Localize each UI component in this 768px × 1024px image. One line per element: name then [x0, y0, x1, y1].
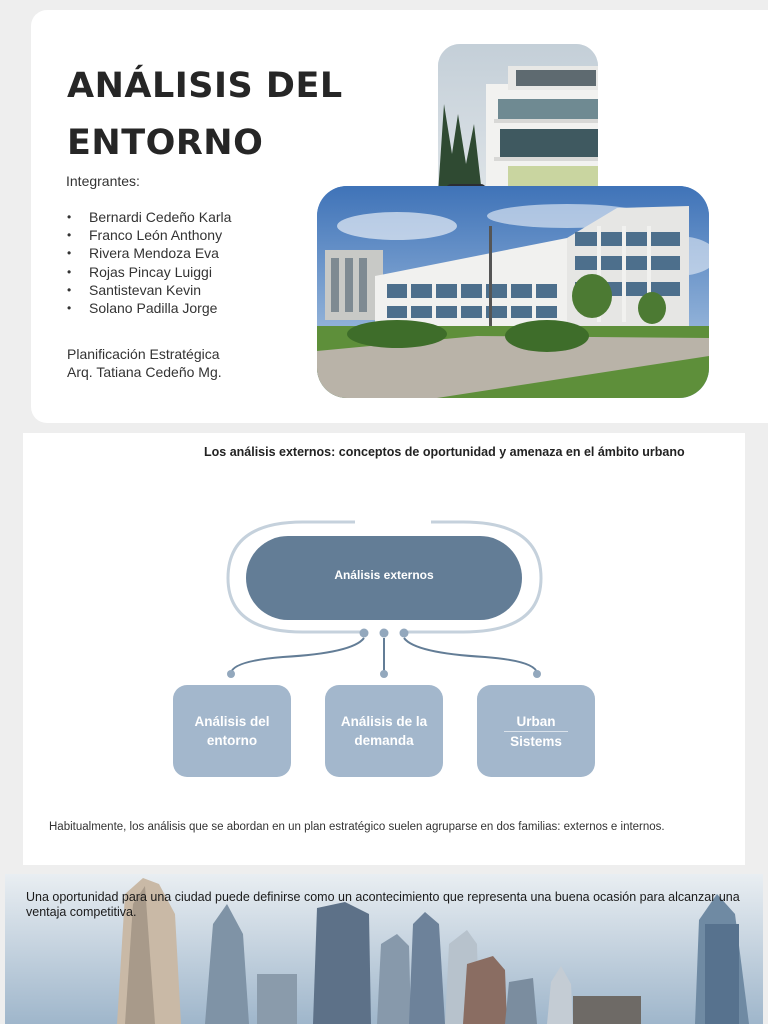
- bullet-icon: •: [67, 246, 72, 261]
- child-node-entorno: [173, 685, 291, 777]
- connector-end: [380, 670, 388, 678]
- bullet-icon: •: [67, 210, 72, 224]
- course-info: [67, 345, 222, 381]
- child-node-label: Urban: [516, 713, 556, 729]
- list-item: • Bernardi Cedeño Karla: [67, 209, 232, 225]
- child-node-label: Análisis de la: [340, 714, 428, 729]
- connector-dot: [400, 629, 409, 638]
- connector-line-left: [231, 638, 364, 673]
- slide-footer-text: Habitualmente, los análisis que se abordan en un plan estratégico suelen agruparse en dos familias: externos e internos.: [49, 821, 665, 833]
- connector-end: [227, 670, 235, 678]
- list-item: • Solano Padilla Jorge: [67, 300, 218, 317]
- child-node-label: entorno: [206, 733, 258, 748]
- connector-line-right: [404, 638, 537, 673]
- child-node-urban-sistems: [477, 685, 595, 777]
- root-node-label: Análisis externos: [334, 568, 434, 582]
- child-node-demanda: [325, 685, 443, 777]
- connector-end: [533, 670, 541, 678]
- bullet-icon: •: [67, 228, 72, 243]
- building-photo: [317, 186, 709, 398]
- connector-dot: [360, 629, 369, 638]
- title-slide: [31, 10, 768, 423]
- bullet-icon: •: [67, 282, 72, 297]
- list-item: • Rivera Mendoza Eva: [67, 245, 219, 262]
- opportunity-definition: Una oportunidad para una ciudad puede definirse como un acontecimiento que representa una buena ocasión para alcanzar una ventaja competitiva.: [26, 890, 740, 919]
- page-title: [67, 58, 343, 172]
- list-item: • Rojas Pincay Luiggi: [67, 263, 212, 280]
- list-item: • Santistevan Kevin: [67, 281, 202, 298]
- hierarchy-diagram: [23, 433, 745, 865]
- course-name: Planificación Estratégica: [67, 346, 220, 362]
- members-list: [67, 208, 231, 317]
- opportunity-slide: [5, 874, 763, 1024]
- members-label: Integrantes:: [66, 173, 140, 189]
- title-line-2: ENTORNO: [67, 123, 264, 163]
- bullet-icon: •: [67, 301, 72, 316]
- title-line-1: ANÁLISIS DEL: [67, 66, 343, 106]
- list-item: • Franco León Anthony: [67, 227, 223, 244]
- bullet-icon: •: [67, 264, 72, 279]
- teacher-name: Arq. Tatiana Cedeño Mg.: [67, 364, 222, 380]
- child-node-label: Análisis del: [194, 714, 270, 729]
- child-node-label: demanda: [354, 733, 414, 748]
- external-analysis-slide: [23, 433, 745, 865]
- child-node-label: Sistems: [510, 733, 562, 749]
- connector-dot: [380, 629, 389, 638]
- slide-heading: Los análisis externos: conceptos de oportunidad y amenaza en el ámbito urbano: [204, 445, 685, 459]
